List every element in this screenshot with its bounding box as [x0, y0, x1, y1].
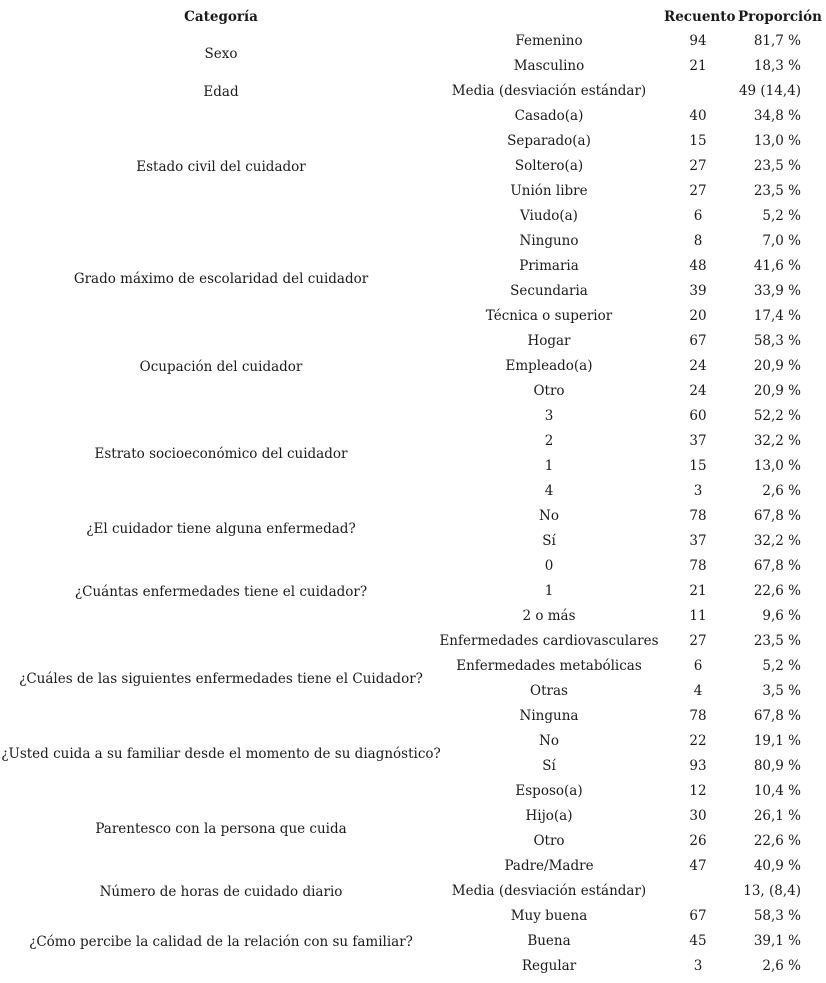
subcategory-label: 2 o más [522, 608, 576, 624]
proportion-cell: 67,8 % [753, 558, 801, 574]
proportion-cell: 13,0 % [753, 458, 801, 474]
subcategory-label: Primaria [519, 258, 579, 274]
subcategory-label: Casado(a) [514, 108, 584, 124]
proportion-cell: 67,8 % [753, 508, 801, 524]
subcategory-label: No [539, 733, 559, 749]
count-cell: 93 [689, 758, 707, 774]
count-cell: 45 [689, 933, 707, 949]
subcategory-label: 0 [544, 558, 554, 574]
subcategory-label: No [539, 508, 559, 524]
proportion-cell: 32,2 % [753, 533, 801, 549]
proportion-cell: 17,4 % [753, 308, 801, 324]
proportion-cell: 34,8 % [753, 108, 801, 124]
proportion-cell: 41,6 % [753, 258, 801, 274]
proportion-cell: 52,2 % [753, 408, 801, 424]
subcategory-label: Regular [521, 958, 577, 974]
header-count: Recuento [664, 9, 736, 25]
count-cell: 30 [689, 808, 707, 824]
subcategory-label: Otro [533, 833, 565, 849]
count-cell: 15 [689, 458, 707, 474]
proportion-cell: 19,1 % [753, 733, 801, 749]
subcategory-label: Enfermedades cardiovasculares [439, 633, 659, 649]
proportion-cell: 58,3 % [753, 908, 801, 924]
subcategory-label: 3 [544, 408, 554, 424]
subcategory-label: Separado(a) [507, 133, 591, 149]
proportion-cell: 49 (14,4) [738, 83, 801, 99]
category-label: Grado máximo de escolaridad del cuidador [73, 271, 369, 287]
subcategory-label: Muy buena [510, 908, 588, 924]
proportion-cell: 10,4 % [753, 783, 801, 799]
subcategory-label: 4 [544, 483, 554, 499]
subcategory-label: Masculino [513, 58, 585, 74]
subcategory-label: Viudo(a) [520, 208, 578, 224]
category-label: ¿Cuáles de las siguientes enfermedades tiene el Cuidador? [19, 671, 423, 687]
subcategory-label: Ninguno [519, 233, 579, 249]
subcategory-label: Media (desviación estándar) [451, 883, 647, 899]
count-cell: 94 [689, 33, 707, 49]
count-cell: 37 [689, 433, 707, 449]
proportion-cell: 39,1 % [753, 933, 801, 949]
proportion-cell: 23,5 % [753, 633, 801, 649]
proportion-cell: 3,5 % [762, 683, 801, 699]
count-cell: 20 [689, 308, 707, 324]
count-cell: 6 [693, 658, 703, 674]
count-cell: 60 [689, 408, 707, 424]
count-cell: 39 [689, 283, 707, 299]
header-proportion: Proporción [738, 9, 822, 25]
proportion-cell: 80,9 % [753, 758, 801, 774]
subcategory-label: Unión libre [510, 183, 588, 199]
count-cell: 27 [689, 183, 707, 199]
category-label: Estrato socioeconómico del cuidador [94, 446, 348, 462]
count-cell: 37 [689, 533, 707, 549]
count-cell: 3 [693, 958, 703, 974]
subcategory-label: 1 [544, 583, 554, 599]
count-cell: 21 [689, 58, 707, 74]
count-cell: 48 [689, 258, 707, 274]
subcategory-label: Soltero(a) [514, 158, 584, 174]
proportion-cell: 5,2 % [762, 208, 801, 224]
count-cell: 12 [689, 783, 707, 799]
subcategory-label: Padre/Madre [504, 858, 594, 874]
proportion-cell: 7,0 % [762, 233, 801, 249]
category-label: ¿Cuántas enfermedades tiene el cuidador? [74, 583, 368, 600]
header-category: Categoría [184, 9, 258, 25]
proportion-cell: 5,2 % [762, 658, 801, 674]
count-cell: 67 [689, 908, 707, 924]
count-cell: 24 [689, 383, 707, 399]
subcategory-label: Esposo(a) [515, 783, 583, 799]
proportion-cell: 18,3 % [753, 58, 801, 74]
subcategory-label: Ninguna [519, 708, 579, 724]
count-cell: 15 [689, 133, 707, 149]
proportion-cell: 67,8 % [753, 708, 801, 724]
proportion-cell: 26,1 % [753, 808, 801, 824]
subcategory-label: Femenino [515, 33, 583, 49]
count-cell: 78 [689, 708, 707, 724]
count-cell: 27 [689, 633, 707, 649]
count-cell: 78 [689, 508, 707, 524]
subcategory-label: Buena [527, 933, 571, 949]
count-cell: 47 [689, 858, 707, 874]
subcategory-label: Secundaria [510, 283, 588, 299]
subcategory-label: Hijo(a) [525, 808, 573, 824]
proportion-cell: 32,2 % [753, 433, 801, 449]
count-cell: 3 [693, 483, 703, 499]
count-cell: 8 [693, 233, 703, 249]
subcategory-label: Sí [542, 533, 556, 549]
proportion-cell: 20,9 % [753, 358, 801, 374]
category-label: Número de horas de cuidado diario [99, 883, 343, 900]
proportion-cell: 81,7 % [753, 33, 801, 49]
proportion-cell: 20,9 % [753, 383, 801, 399]
proportion-cell: 22,6 % [753, 833, 801, 849]
subcategory-label: Otras [530, 683, 568, 699]
count-cell: 24 [689, 358, 707, 374]
category-label: Sexo [204, 46, 238, 62]
subcategory-label: Otro [533, 383, 565, 399]
subcategory-label: Hogar [527, 333, 571, 349]
proportion-cell: 58,3 % [753, 333, 801, 349]
subcategory-label: Técnica o superior [485, 308, 613, 324]
proportion-cell: 23,5 % [753, 158, 801, 174]
category-label: ¿El cuidador tiene alguna enfermedad? [86, 521, 356, 537]
subcategory-label: Sí [542, 758, 556, 774]
count-cell: 26 [689, 833, 707, 849]
proportion-cell: 9,6 % [762, 608, 801, 624]
category-label: Ocupación del cuidador [139, 358, 303, 375]
subcategory-label: 2 [544, 433, 554, 449]
category-label: Parentesco con la persona que cuida [95, 821, 347, 837]
proportion-cell: 33,9 % [753, 283, 801, 299]
count-cell: 4 [693, 683, 703, 699]
proportion-cell: 2,6 % [762, 483, 801, 499]
category-label: ¿Usted cuida a su familiar desde el momento de su diagnóstico? [1, 746, 441, 762]
proportion-cell: 23,5 % [753, 183, 801, 199]
category-label: ¿Cómo percibe la calidad de la relación con su familiar? [29, 933, 413, 950]
proportion-cell: 40,9 % [753, 858, 801, 874]
subcategory-label: Media (desviación estándar) [451, 83, 647, 99]
count-cell: 40 [689, 108, 707, 124]
count-cell: 6 [693, 208, 703, 224]
proportion-cell: 13,0 % [753, 133, 801, 149]
count-cell: 67 [689, 333, 707, 349]
category-label: Edad [203, 83, 239, 100]
count-cell: 11 [689, 608, 707, 624]
count-cell: 22 [689, 733, 707, 749]
proportion-cell: 22,6 % [753, 583, 801, 599]
proportion-cell: 13, (8,4) [743, 883, 801, 899]
count-cell: 78 [689, 558, 707, 574]
subcategory-label: 1 [544, 458, 554, 474]
count-cell: 27 [689, 158, 707, 174]
category-label: Estado civil del cuidador [136, 158, 306, 175]
proportion-cell: 2,6 % [762, 958, 801, 974]
subcategory-label: Empleado(a) [505, 358, 593, 374]
subcategory-label: Enfermedades metabólicas [456, 658, 642, 674]
count-cell: 21 [689, 583, 707, 599]
